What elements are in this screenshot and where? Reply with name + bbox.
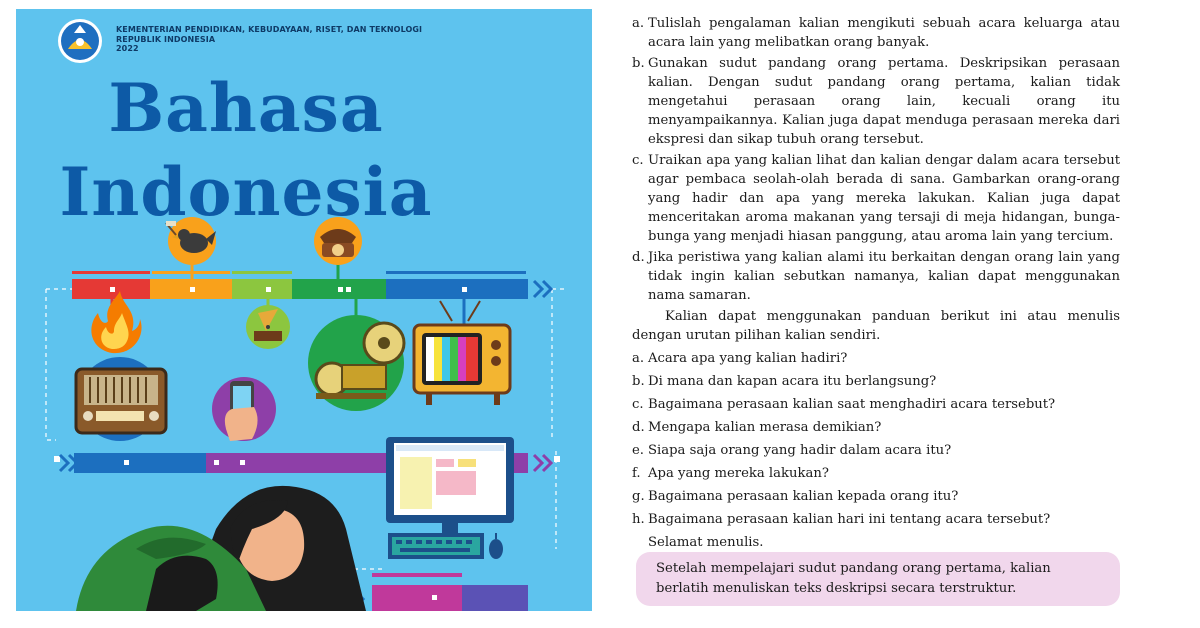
list-item <box>632 395 1120 414</box>
item-text: Gunakan sudut pandang orang pertama. Deskripsikan perasaan kalian. Dengan sudut pandang orang pertama, kalian tidak mengetahui perasaan orang lain, kecuali orang itu menyampaikannya. Kalian juga dapat menduga perasaan mereka dari ekspresi dan sikap tubuh orang tersebut. <box>648 56 1120 147</box>
item-label: f. <box>632 466 641 481</box>
people-illustration <box>76 486 366 611</box>
task-list <box>632 14 1120 305</box>
publisher-line1: KEMENTERIAN PENDIDIKAN, KEBUDAYAAN, RISET, DAN TEKNOLOGI <box>116 25 423 34</box>
summary-note-text: Setelah mempelajari sudut pandang orang pertama, kalian berlatih menuliskan teks deskripsi secara terstruktur. <box>656 561 1051 596</box>
smartphone-icon <box>212 377 276 441</box>
list-item <box>632 487 1120 506</box>
item-text: Apa yang mereka lakukan? <box>648 466 829 481</box>
tut-wuri-logo-icon <box>58 19 102 63</box>
item-text: Bagaimana perasaan kalian saat menghadiri acara tersebut? <box>648 397 1056 412</box>
publisher-year: 2022 <box>116 44 139 53</box>
item-text: Jika peristiwa yang kalian alami itu berkaitan dengan orang lain yang tidak ingin kalian sebutkan namanya, kalian dapat menggunakan nama samaran. <box>648 250 1120 303</box>
summary-note <box>636 552 1120 606</box>
item-label: g. <box>632 489 645 504</box>
book-cover <box>16 9 592 611</box>
item-label: a. <box>632 16 645 31</box>
gramophone-icon <box>246 305 290 349</box>
item-text: Siapa saja orang yang hadir dalam acara itu? <box>648 443 952 458</box>
list-item <box>632 464 1120 483</box>
item-text: Bagaimana perasaan kalian kepada orang itu? <box>648 489 959 504</box>
item-label: d. <box>632 250 645 265</box>
item-label: c. <box>632 397 644 412</box>
timeline-top <box>72 271 551 299</box>
list-item <box>632 418 1120 437</box>
publisher-line2: REPUBLIK INDONESIA <box>116 34 216 44</box>
publisher-block <box>116 25 422 54</box>
book-title-line2: Indonesia <box>59 153 433 231</box>
list-item <box>632 248 1120 305</box>
list-item <box>632 14 1120 52</box>
list-item <box>632 54 1120 149</box>
projector-icon <box>308 315 404 411</box>
item-text: Di mana dan kapan acara itu berlangsung? <box>648 374 937 389</box>
item-text: Tulislah pengalaman kalian mengikuti sebuah acara keluarga atau acara lain yang melibatkan orang banyak. <box>648 16 1120 50</box>
computer-icon <box>386 437 514 559</box>
tv-icon <box>414 301 510 405</box>
item-text: Acara apa yang kalian hadiri? <box>648 351 848 366</box>
item-label: e. <box>632 443 644 458</box>
list-item <box>632 349 1120 368</box>
item-text: Mengapa kalian merasa demikian? <box>648 420 882 435</box>
item-label: b. <box>632 374 645 389</box>
item-label: d. <box>632 420 645 435</box>
item-label: c. <box>632 153 644 168</box>
item-label: b. <box>632 56 645 71</box>
item-text: Bagaimana perasaan kalian hari ini tentang acara tersebut? <box>648 512 1051 527</box>
text-page <box>632 14 1120 558</box>
book-title-line1: Bahasa <box>108 69 384 147</box>
list-item <box>632 372 1120 391</box>
question-list <box>632 349 1120 529</box>
list-item <box>632 151 1120 246</box>
list-item <box>632 441 1120 460</box>
radio-icon <box>76 357 166 441</box>
fire-icon <box>91 291 141 353</box>
item-label: h. <box>632 512 645 527</box>
item-label: a. <box>632 351 645 366</box>
timeline-bottom <box>346 573 528 611</box>
closing-line: Selamat menulis. <box>648 535 764 550</box>
list-item <box>632 510 1120 529</box>
guide-intro: Kalian dapat menggunakan panduan berikut ini atau menulis dengan urutan pilihan kalian sendiri. <box>632 309 1120 343</box>
item-text: Uraikan apa yang kalian lihat dan kalian dengar dalam acara tersebut agar pembaca seolah-olah berada di sana. Gambarkan orang-orang yang hadir dan apa yang mereka lakukan. Kalian juga dapat menceritakan aroma makanan yang tersaji di meja hidangan, bunga-bunga yang menjadi hiasan panggung, atau aroma lain yang tercium. <box>648 153 1120 244</box>
